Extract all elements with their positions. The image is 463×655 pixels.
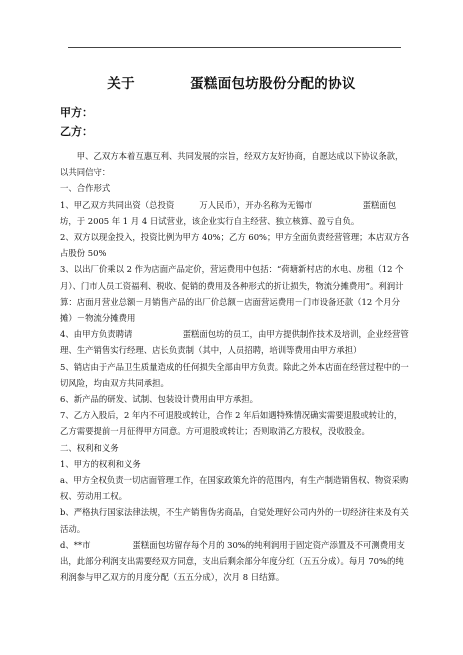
agreement-paragraph: 5、销店由于产品卫生质量造成的任何损失全部由甲方负责。除此之外本店面在经营过程中的一切风险，均由双方共同承担。	[60, 361, 409, 388]
party-a-label: 甲方：	[60, 106, 93, 119]
agreement-paragraph: 7、乙方入股后，2 年内不可退股或转让，合作 2 年后如遇特殊情况确实需要退股或转让的，乙方需要提前一月征得甲方同意。方可退股或转让；否则取消乙方股权，没收股金。	[60, 410, 403, 437]
agreement-paragraph: 甲、乙双方本着互惠互利、共同发展的宗旨，经双方友好协商，自愿达成以下协议条款，以共同信守：	[60, 151, 404, 178]
agreement-paragraph: 一、合作形式	[60, 183, 111, 194]
agreement-paragraph: 1、甲方的权利和义务	[60, 458, 141, 469]
agreement-paragraph: d、**市 蛋糕面包坊留存每个月的 30%的纯利润用于固定资产添置及不可测费用支出，此部分利润支出需要经双方同意，支出后剩余部分年度分红（五五分成）。每月 70%的纯利润参与甲乙双方的月度分配（五五分成），次月 8 日结算。	[60, 539, 405, 583]
agreement-paragraph: 2、双方以现金投入，投资比例为甲方 40%；乙方 60%；甲方全面负责经营管理；本店双方各占股份 50%	[60, 232, 410, 259]
agreement-paragraph: 二、权利和义务	[60, 442, 119, 453]
agreement-paragraph: 1、甲乙双方共同出资（总投资 万人民币），开办名称为无锡市 蛋糕面包坊，于 2005 年 1 月 4 日试营业，该企业实行自主经营、独立核算、盈亏自负。	[60, 199, 397, 226]
agreement-body	[60, 148, 410, 585]
agreement-paragraph: b、严格执行国家法律法规，不生产销售伪劣商品，自觉处理好公司内外的一切经济往来及有关活动。	[60, 507, 409, 534]
agreement-paragraph: 4、由甲方负责聘请 蛋糕面包坊的员工，由甲方提供制作技术及培训，企业经营管理、生产销售实行经理、店长负责制（其中，人员招聘，培训等费用由甲方承担）	[60, 329, 409, 356]
agreement-paragraph: a、甲方全权负责一切店面管理工作，在国家政策允许的范围内，有生产制造销售权、物资采购权、劳动用工权。	[60, 475, 409, 502]
agreement-paragraph: 6、新产品的研发、试制、包装设计费用由甲方承担。	[60, 394, 258, 405]
document-title: 关于 蛋糕面包坊股份分配的协议	[107, 76, 356, 92]
agreement-paragraph: 3、以出厂价乘以 2 作为店面产品定价，营运费用中包括：“荷塘新村店的水电、房租（12 个月）、门市人员工资福利、税收、促销的费用及各种形式的折让损失，物流分摊费用”。利润计算：店面月营业总额－月销售产品的出厂价总额－店面营运费用－门市设备还款（12 个月分摊）－物流分摊费用	[60, 264, 404, 324]
header-rule	[68, 47, 401, 48]
party-b-label: 乙方：	[60, 125, 93, 138]
